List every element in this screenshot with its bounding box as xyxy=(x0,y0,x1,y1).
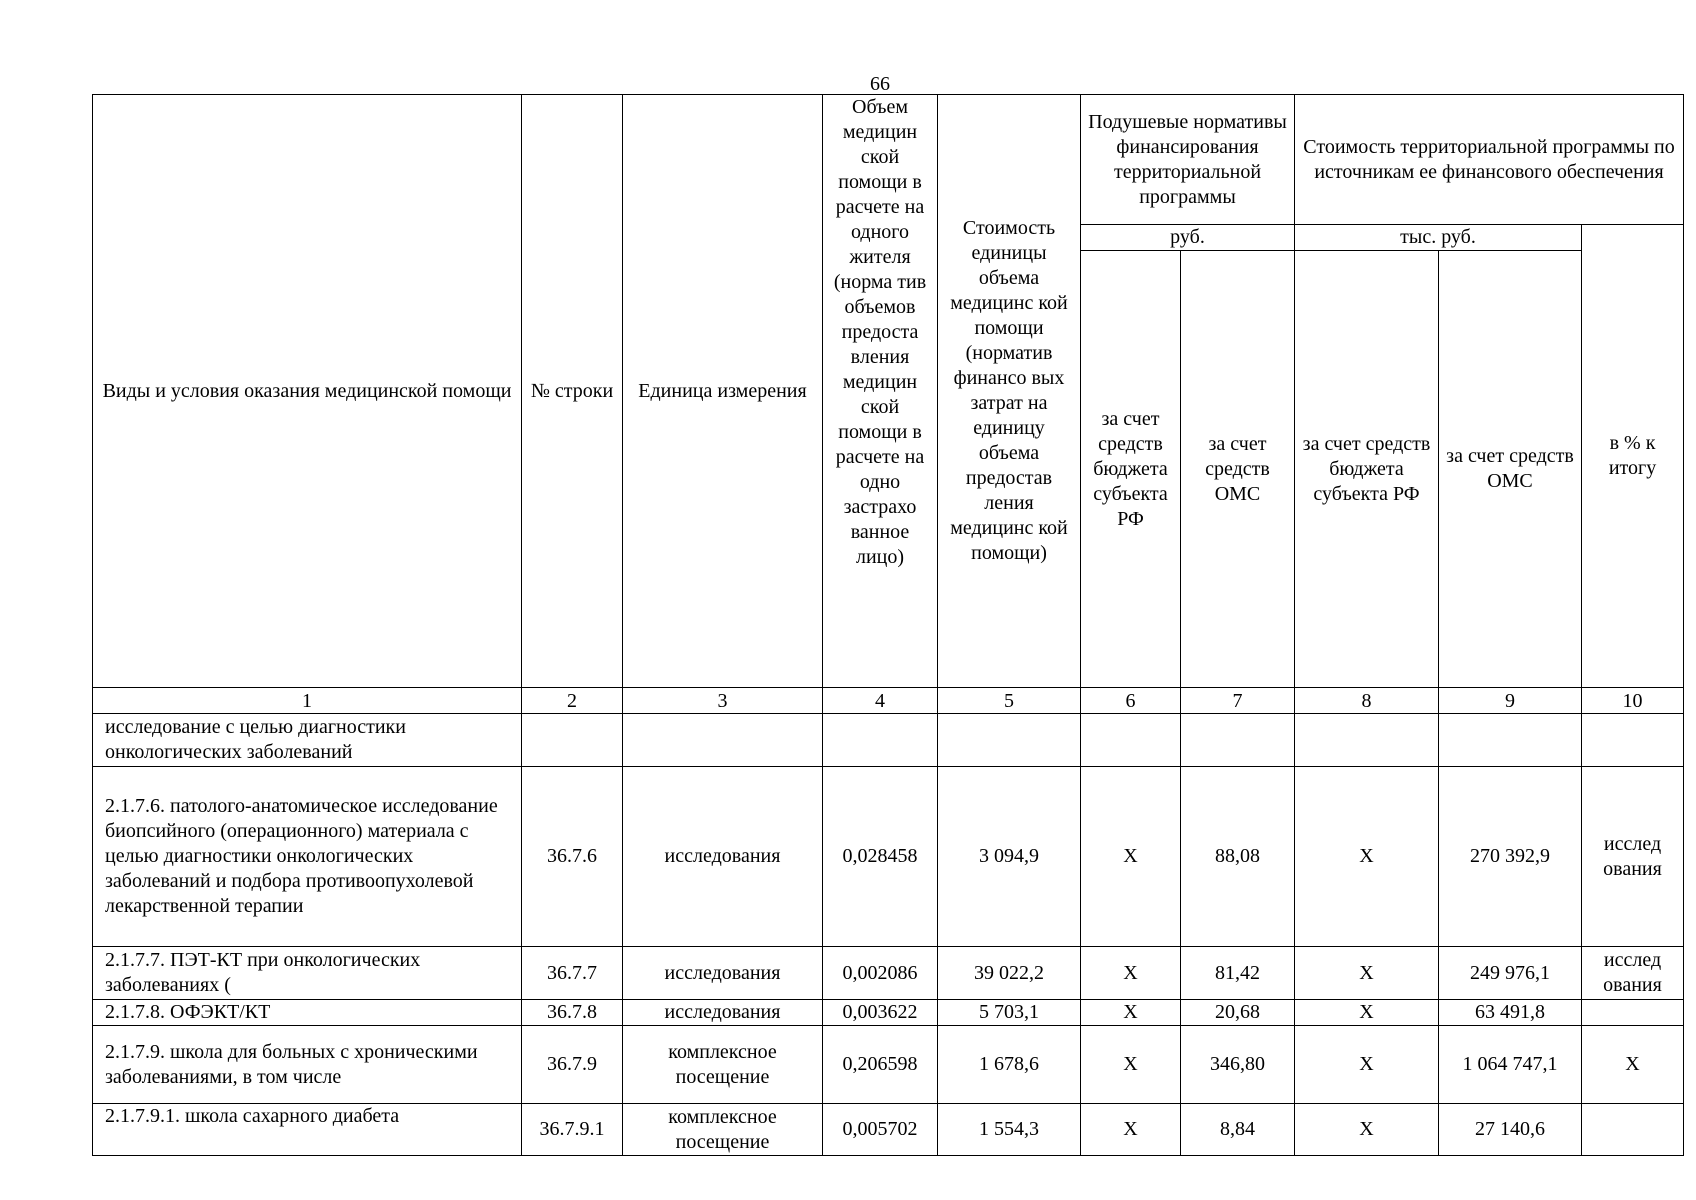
row-pc-budget: Х xyxy=(1081,1000,1181,1026)
table-row xyxy=(93,947,1684,1000)
row-cost-budget: Х xyxy=(1295,1026,1439,1104)
column-number: 3 xyxy=(623,688,823,714)
row-cost-budget: Х xyxy=(1295,1000,1439,1026)
row-unit: комплексное посещение xyxy=(623,1104,823,1156)
row-percent: исслед ования xyxy=(1582,947,1684,1000)
row-volume: 0,002086 xyxy=(823,947,938,1000)
row-line xyxy=(522,714,623,767)
row-name: 2.1.7.6. патолого-анатомическое исследование биопсийного (операционного) материала с целью диагностики онкологических заболеваний и подбора противоопухолевой лекарственной терапии xyxy=(93,767,522,947)
row-volume: 0,028458 xyxy=(823,767,938,947)
header-unit-thousand-rub: тыс. руб. xyxy=(1295,225,1582,251)
row-name: 2.1.7.9.1. школа сахарного диабета xyxy=(93,1104,522,1156)
column-number: 8 xyxy=(1295,688,1439,714)
column-number: 4 xyxy=(823,688,938,714)
row-unit-cost: 1 678,6 xyxy=(938,1026,1081,1104)
header-percent: в % к итогу xyxy=(1582,225,1684,688)
header-pc-oms: за счет средств ОМС xyxy=(1181,251,1295,688)
row-unit-cost: 5 703,1 xyxy=(938,1000,1081,1026)
header-cost-budget: за счет средств бюджета субъекта РФ xyxy=(1295,251,1439,688)
row-line: 36.7.9 xyxy=(522,1026,623,1104)
row-line: 36.7.8 xyxy=(522,1000,623,1026)
row-volume xyxy=(823,714,938,767)
row-cost-budget: Х xyxy=(1295,947,1439,1000)
row-pc-oms: 81,42 xyxy=(1181,947,1295,1000)
row-cost-oms: 249 976,1 xyxy=(1439,947,1582,1000)
row-unit-cost xyxy=(938,714,1081,767)
header-unit: Единица измерения xyxy=(623,95,823,688)
row-cost-oms: 1 064 747,1 xyxy=(1439,1026,1582,1104)
row-unit-cost: 3 094,9 xyxy=(938,767,1081,947)
row-line: 36.7.6 xyxy=(522,767,623,947)
row-pc-oms: 346,80 xyxy=(1181,1026,1295,1104)
row-name: 2.1.7.9. школа для больных с хроническими заболеваниями, в том числе xyxy=(93,1026,522,1104)
row-pc-oms: 20,68 xyxy=(1181,1000,1295,1026)
financing-table xyxy=(92,94,1684,1156)
row-cost-oms xyxy=(1439,714,1582,767)
row-line: 36.7.9.1 xyxy=(522,1104,623,1156)
row-pc-budget: Х xyxy=(1081,767,1181,947)
column-number: 9 xyxy=(1439,688,1582,714)
row-volume: 0,005702 xyxy=(823,1104,938,1156)
row-unit: исследования xyxy=(623,1000,823,1026)
row-cost-oms: 63 491,8 xyxy=(1439,1000,1582,1026)
row-pc-budget: Х xyxy=(1081,947,1181,1000)
header-pc-budget: за счет средств бюджета субъекта РФ xyxy=(1081,251,1181,688)
column-number: 5 xyxy=(938,688,1081,714)
row-cost-budget xyxy=(1295,714,1439,767)
column-number: 2 xyxy=(522,688,623,714)
table-row xyxy=(93,767,1684,947)
header-volume: Объем медицин ской помощи в расчете на одного жителя (норма тив объемов предоста вления медицин ской помощи в расчете на одно застрахо ванное лицо) xyxy=(823,95,938,688)
row-percent xyxy=(1582,1000,1684,1026)
row-pc-oms xyxy=(1181,714,1295,767)
row-percent: Х xyxy=(1582,1026,1684,1104)
column-number: 1 xyxy=(93,688,522,714)
row-cost-budget: Х xyxy=(1295,767,1439,947)
row-cost-oms: 27 140,6 xyxy=(1439,1104,1582,1156)
table-row xyxy=(93,1104,1684,1156)
column-number: 10 xyxy=(1582,688,1684,714)
row-line: 36.7.7 xyxy=(522,947,623,1000)
row-pc-budget: Х xyxy=(1081,1104,1181,1156)
row-name: 2.1.7.8. ОФЭКТ/КТ xyxy=(93,1000,522,1026)
column-number: 7 xyxy=(1181,688,1295,714)
row-name: исследование с целью диагностики онкологических заболеваний xyxy=(93,714,522,767)
table-row xyxy=(93,1000,1684,1026)
row-pc-oms: 88,08 xyxy=(1181,767,1295,947)
row-unit-cost: 39 022,2 xyxy=(938,947,1081,1000)
header-per-capita-group: Подушевые нормативы финансирования территориальной программы xyxy=(1081,95,1295,225)
row-percent xyxy=(1582,714,1684,767)
row-volume: 0,206598 xyxy=(823,1026,938,1104)
row-pc-budget: Х xyxy=(1081,1026,1181,1104)
row-unit: исследования xyxy=(623,767,823,947)
header-unit-rub: руб. xyxy=(1081,225,1295,251)
header-cost-group: Стоимость территориальной программы по источникам ее финансового обеспечения xyxy=(1295,95,1684,225)
row-unit-cost: 1 554,3 xyxy=(938,1104,1081,1156)
row-cost-budget: Х xyxy=(1295,1104,1439,1156)
row-percent: исслед ования xyxy=(1582,767,1684,947)
header-types-conditions: Виды и условия оказания медицинской помощи xyxy=(93,95,522,688)
header-unit-cost: Стоимость единицы объема медицинс кой помощи (норматив финансо вых затрат на единицу объема предостав ления медицинс кой помощи) xyxy=(938,95,1081,688)
header-line-number: № строки xyxy=(522,95,623,688)
row-unit: комплексное посещение xyxy=(623,1026,823,1104)
column-number: 6 xyxy=(1081,688,1181,714)
row-unit xyxy=(623,714,823,767)
row-name: 2.1.7.7. ПЭТ-КТ при онкологических заболеваниях ( xyxy=(93,947,522,1000)
row-unit: исследования xyxy=(623,947,823,1000)
header-cost-oms: за счет средств ОМС xyxy=(1439,251,1582,688)
row-volume: 0,003622 xyxy=(823,1000,938,1026)
row-percent xyxy=(1582,1104,1684,1156)
table-row xyxy=(93,1026,1684,1104)
row-pc-budget xyxy=(1081,714,1181,767)
column-numbers-row xyxy=(93,688,1684,714)
table-row xyxy=(93,714,1684,767)
row-pc-oms: 8,84 xyxy=(1181,1104,1295,1156)
row-cost-oms: 270 392,9 xyxy=(1439,767,1582,947)
